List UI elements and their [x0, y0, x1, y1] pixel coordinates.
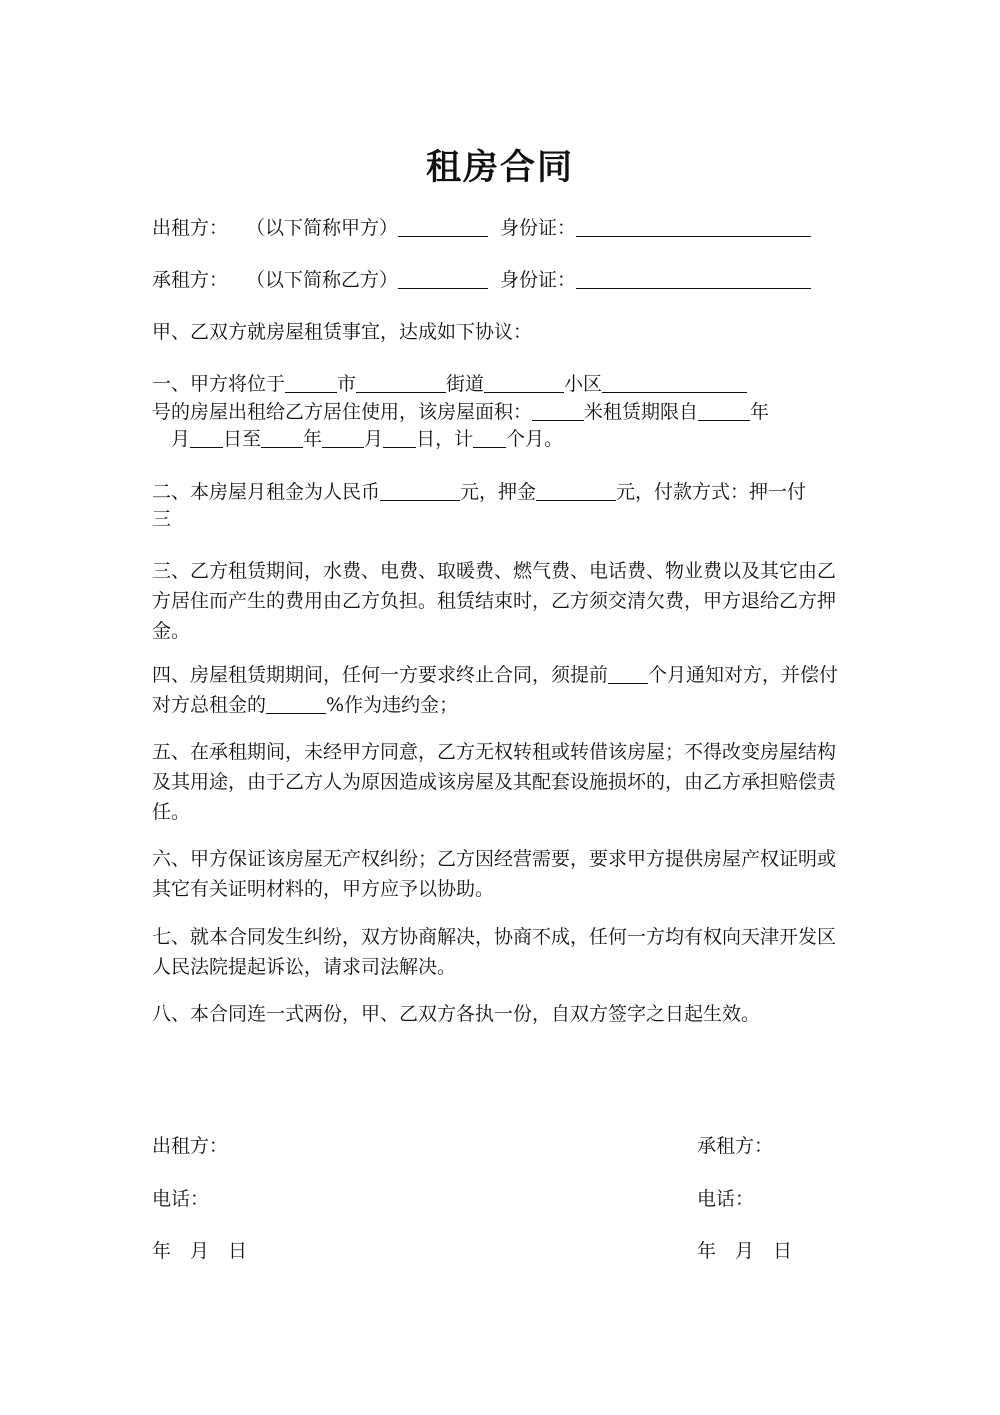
lessee-date-label: 年 月 日	[697, 1240, 793, 1262]
clause4	[152, 660, 852, 720]
street-blank-2[interactable]	[484, 372, 564, 393]
city-blank[interactable]	[285, 372, 337, 393]
lessor-phone-label: 电话：	[152, 1188, 210, 1210]
clause6: 六、甲方保证该房屋无产权纠纷；乙方因经营需要，要求甲方提供房屋产权证明或其它有关证明材料的，甲方应予以协助。	[152, 848, 837, 900]
penalty-percent-blank[interactable]	[266, 693, 326, 714]
clause2-text-b: 元，付款方式：押一付	[616, 481, 807, 503]
lessor-signature-label: 出租方：	[152, 1135, 229, 1157]
lessor-line	[152, 213, 811, 243]
year-label: 年	[750, 401, 770, 423]
page-title: 租房合同	[425, 148, 574, 188]
start-day-blank[interactable]	[190, 427, 223, 448]
community-label: 小区	[564, 373, 603, 395]
clause7: 七、就本合同发生纠纷，双方协商解决，协商不成，任何一方均有权向天津开发区人民法院提起诉讼，请求司法解决。	[152, 926, 837, 978]
clause2-line1	[152, 477, 806, 507]
lessor-label: 出租方：	[152, 217, 229, 239]
community-blank[interactable]	[602, 372, 747, 393]
street-blank[interactable]	[356, 372, 446, 393]
lessee-label: 承租方：	[152, 269, 229, 291]
clause1-line2	[152, 397, 769, 427]
street-label: 街道	[446, 373, 485, 395]
lessee-line	[152, 265, 811, 295]
deposit-blank[interactable]	[536, 480, 616, 501]
lessor-name-blank[interactable]	[398, 216, 488, 237]
clause1-line1	[152, 369, 747, 399]
lessor-id-label: 身份证：	[500, 217, 577, 239]
month2-label: 月	[364, 428, 384, 450]
clause1-text-b: 号的房屋出租给乙方居住使用，该房屋面积：	[152, 401, 533, 423]
clause1-line3	[171, 424, 563, 454]
lessee-id-label: 身份证：	[500, 269, 577, 291]
clause5: 五、在承租期间，未经甲方同意，乙方无权转租或转借该房屋；不得改变房屋结构及其用途，由于乙方人为原因造成该房屋及其配套设施损坏的，由乙方承担赔偿责任。	[152, 741, 837, 823]
notice-months-blank[interactable]	[608, 663, 648, 684]
intro-text: 甲、乙双方就房屋租赁事宜，达成如下协议：	[152, 321, 533, 343]
day2-label: 日，计	[416, 428, 474, 450]
start-year-blank[interactable]	[698, 400, 750, 421]
months-blank[interactable]	[473, 427, 506, 448]
end-day-blank[interactable]	[383, 427, 416, 448]
lessee-id-blank[interactable]	[576, 268, 811, 289]
lessor-id-blank[interactable]	[576, 216, 811, 237]
month-label: 月	[171, 428, 191, 450]
clause2-line2: 三	[152, 508, 172, 530]
day-to-label: 日至	[223, 428, 262, 450]
rent-blank[interactable]	[380, 480, 460, 501]
area-unit: 米租赁期限自	[584, 401, 699, 423]
clause2-text-a: 二、本房屋月租金为人民币	[152, 481, 381, 503]
clause4-text-b: 个月通知对方，并偿付对方总租金的	[152, 664, 839, 716]
months-label: 个月。	[506, 428, 564, 450]
lessee-note: （以下简称乙方）	[246, 269, 399, 291]
area-blank[interactable]	[532, 400, 584, 421]
clause4-text-a: 四、房屋租赁期期间，任何一方要求终止合同，须提前	[152, 664, 609, 686]
year2-label: 年	[303, 428, 323, 450]
deposit-label: 元，押金	[460, 481, 537, 503]
end-month-blank[interactable]	[322, 427, 364, 448]
lessee-name-blank[interactable]	[398, 268, 488, 289]
lessor-date-label: 年 月 日	[152, 1240, 248, 1262]
clause1-text-a: 一、甲方将位于	[152, 373, 286, 395]
clause4-text-c: %作为违约金；	[326, 694, 459, 716]
city-label: 市	[337, 373, 357, 395]
lessee-signature-label: 承租方：	[697, 1135, 774, 1157]
end-year-blank[interactable]	[261, 427, 303, 448]
lessor-note: （以下简称甲方）	[246, 217, 399, 239]
clause8: 八、本合同连一式两份，甲、乙双方各执一份，自双方签字之日起生效。	[152, 1003, 761, 1025]
clause3: 三、乙方租赁期间，水费、电费、取暖费、燃气费、电话费、物业费以及其它由乙方居住而产生的费用由乙方负担。租赁结束时，乙方须交清欠费，甲方退给乙方押金。	[152, 560, 837, 642]
lessee-phone-label: 电话：	[697, 1188, 755, 1210]
